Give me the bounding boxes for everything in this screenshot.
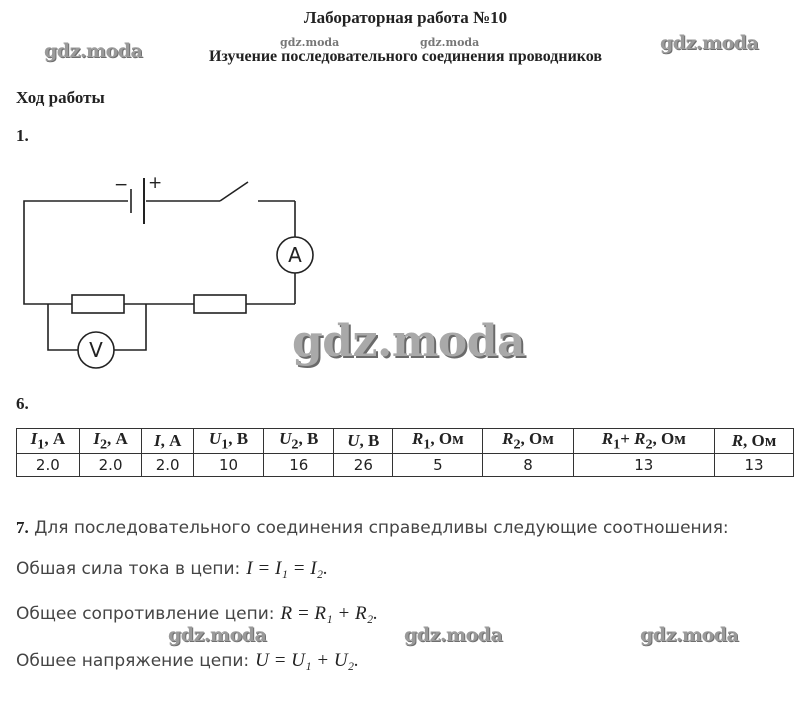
current-formula: I = I₁ = I₂. bbox=[246, 558, 328, 579]
header-r-sum: $R_1+ R_2$, Ом bbox=[573, 429, 715, 454]
resistance-label: Общее сопротивление цепи: bbox=[16, 604, 275, 624]
switch-lever bbox=[220, 182, 248, 201]
cell-r1: 5 bbox=[393, 454, 483, 477]
watermark: gdz.moda bbox=[168, 624, 267, 646]
voltage-relation bbox=[16, 650, 359, 672]
section-title: Ход работы bbox=[16, 88, 105, 107]
cell-u2: 16 bbox=[264, 454, 334, 477]
results-table bbox=[16, 428, 794, 477]
resistor-1 bbox=[72, 295, 124, 313]
resistor-2 bbox=[194, 295, 246, 313]
header-u: U, В bbox=[334, 429, 393, 454]
current-relation bbox=[16, 558, 328, 580]
header-i1: $I_1$, А bbox=[17, 429, 80, 454]
voltmeter-wire-left bbox=[48, 304, 78, 350]
header-u2: $U_2$, В bbox=[264, 429, 334, 454]
watermark: gdz.moda bbox=[44, 40, 143, 62]
watermark: gdz.moda bbox=[640, 624, 739, 646]
watermark: gdz.moda bbox=[660, 32, 759, 54]
step-1-label: 1. bbox=[16, 126, 29, 145]
cell-i1: 2.0 bbox=[17, 454, 80, 477]
voltmeter-label: V bbox=[89, 338, 103, 362]
watermark: gdz.moda bbox=[404, 624, 503, 646]
page-subtitle: Изучение последовательного соединения проводников bbox=[208, 48, 603, 65]
header-r: R, Ом bbox=[715, 429, 794, 454]
current-label: Обшая сила тока в цепи: bbox=[16, 559, 241, 579]
header-r1: $R_1$, Ом bbox=[393, 429, 483, 454]
table-header-row bbox=[17, 429, 794, 454]
cell-r-sum: 13 bbox=[573, 454, 715, 477]
cell-i: 2.0 bbox=[142, 454, 193, 477]
voltage-formula: U = U₁ + U₂. bbox=[255, 650, 359, 671]
cell-r: 13 bbox=[715, 454, 794, 477]
voltmeter-wire-right bbox=[114, 304, 146, 350]
step-7-text: Для последовательного соединения справедливы следующие соотношения: bbox=[28, 518, 729, 538]
step-6-label: 6. bbox=[16, 394, 29, 413]
step-7-intro bbox=[16, 518, 729, 538]
watermark: gdz.moda bbox=[280, 36, 340, 49]
header-r2: $R_2$, Ом bbox=[483, 429, 573, 454]
circuit-diagram bbox=[18, 170, 318, 375]
battery-minus-sign: − bbox=[114, 175, 129, 195]
resistance-formula: R = R₁ + R₂. bbox=[280, 603, 378, 624]
page-title: Лабораторная работа №10 bbox=[303, 8, 508, 27]
header-u1: $U_1$, В bbox=[193, 429, 263, 454]
cell-u: 26 bbox=[334, 454, 393, 477]
resistance-relation bbox=[16, 603, 378, 625]
table-row bbox=[17, 454, 794, 477]
cell-i2: 2.0 bbox=[79, 454, 142, 477]
watermark: gdz.moda bbox=[420, 36, 480, 49]
header-i: I, А bbox=[142, 429, 193, 454]
ammeter-label: A bbox=[288, 243, 302, 267]
header-i2: $I_2$, А bbox=[79, 429, 142, 454]
cell-r2: 8 bbox=[483, 454, 573, 477]
step-7-label: 7. bbox=[16, 518, 29, 537]
voltage-label: Обшее напряжение цепи: bbox=[16, 651, 250, 671]
wire-left bbox=[24, 201, 128, 304]
cell-u1: 10 bbox=[193, 454, 263, 477]
battery-plus-sign: + bbox=[148, 173, 163, 193]
watermark: gdz.moda bbox=[292, 316, 526, 367]
